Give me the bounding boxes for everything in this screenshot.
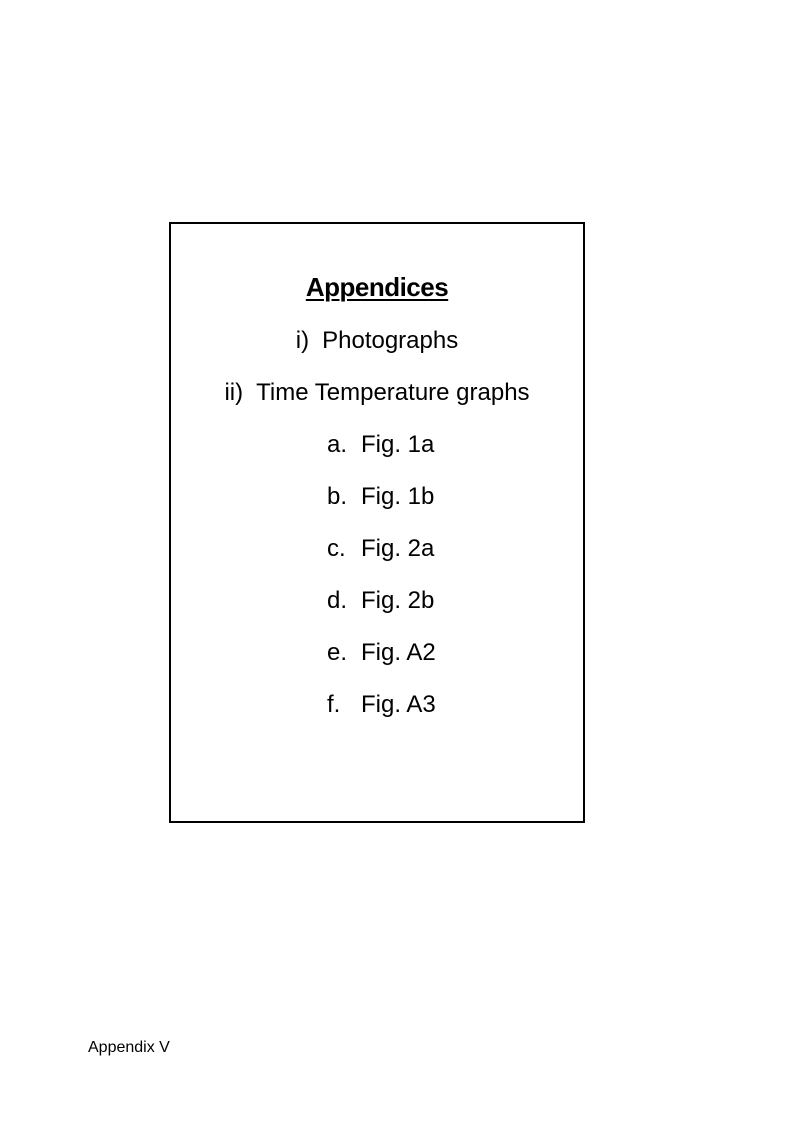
sublist-item-marker: c. bbox=[327, 535, 346, 562]
sublist-item-marker: e. bbox=[327, 639, 348, 666]
appendices-border-box bbox=[169, 222, 585, 823]
list-item-label: Time Temperature graphs bbox=[256, 379, 530, 406]
list-item-photographs bbox=[171, 324, 583, 358]
list-item-marker: i) bbox=[295, 327, 310, 354]
sublist-item-marker: a. bbox=[327, 431, 348, 458]
sublist-item-marker: d. bbox=[327, 587, 348, 614]
sublist-item-label: Fig. 2b bbox=[361, 587, 435, 614]
sublist-item-label: Fig. 1a bbox=[361, 431, 435, 458]
list-item-time-temperature-graphs bbox=[171, 376, 583, 410]
list-item-marker: ii) bbox=[224, 379, 244, 406]
sublist-item-marker: b. bbox=[327, 483, 348, 510]
page-title-text: Appendices bbox=[305, 272, 449, 302]
sublist-item-fig-a3 bbox=[171, 688, 583, 722]
sublist-item-label: Fig. A2 bbox=[361, 639, 436, 666]
sublist-item-fig-1b bbox=[171, 480, 583, 514]
sublist-item-fig-a2 bbox=[171, 636, 583, 670]
sublist-item-fig-2a bbox=[171, 532, 583, 566]
sublist-item-fig-1a bbox=[171, 428, 583, 462]
sublist-item-label: Fig. 2a bbox=[361, 535, 435, 562]
sublist-item-label: Fig. A3 bbox=[361, 691, 436, 718]
page-title bbox=[171, 270, 583, 304]
list-item-label: Photographs bbox=[322, 327, 459, 354]
sublist-item-fig-2b bbox=[171, 584, 583, 618]
footer-appendix-label: Appendix V bbox=[88, 1039, 170, 1056]
sublist-item-label: Fig. 1b bbox=[361, 483, 435, 510]
sublist-item-marker: f. bbox=[327, 691, 341, 718]
